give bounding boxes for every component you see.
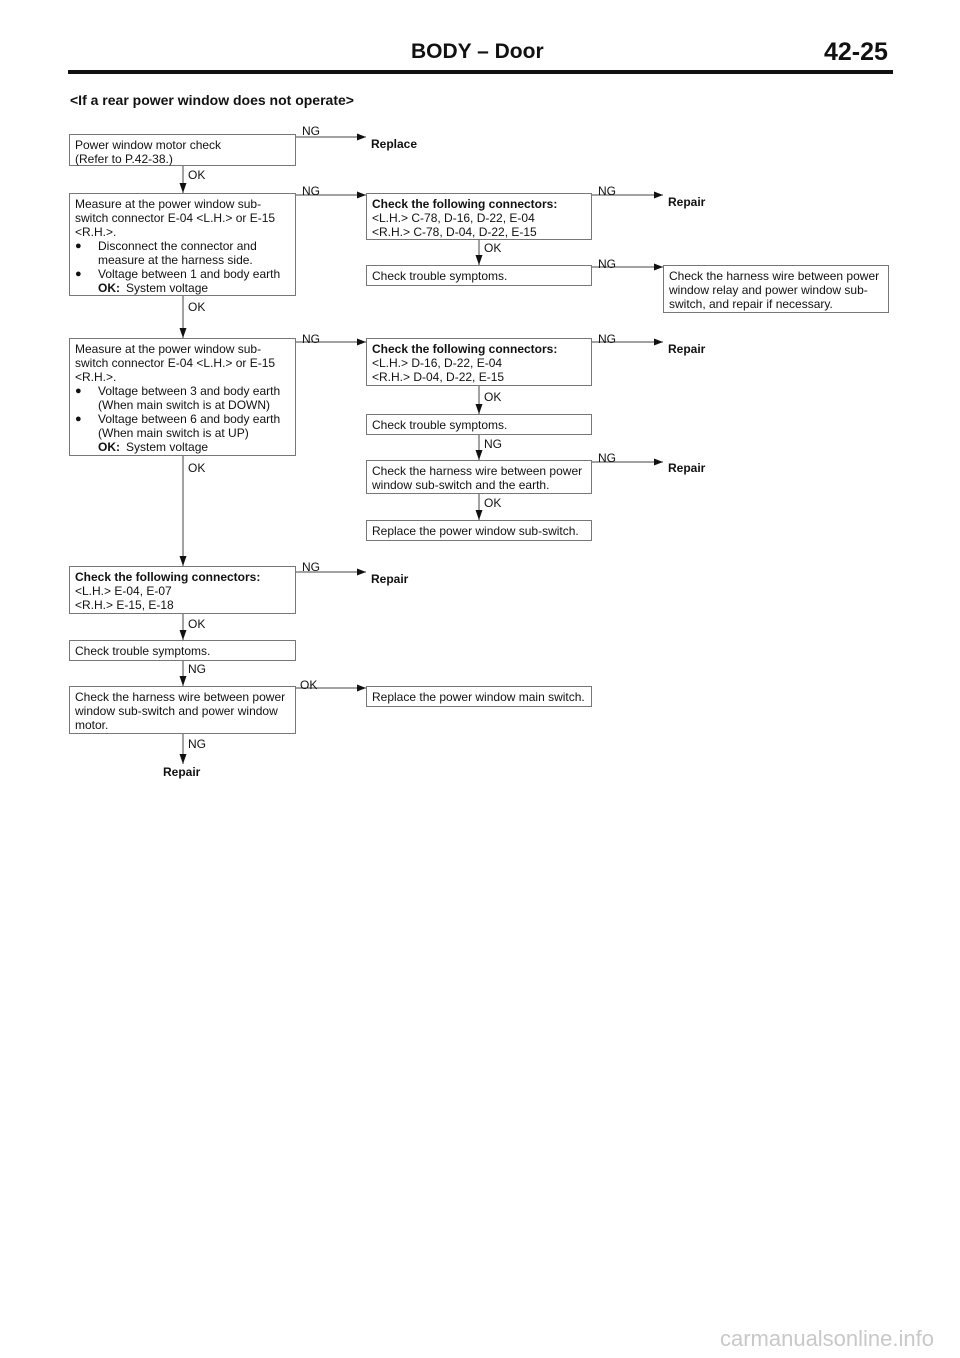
arrowhead-icon: [654, 459, 663, 466]
ng-label: NG: [302, 184, 320, 198]
connector-check-1-box: [366, 193, 592, 240]
trouble-symptoms-text: Check trouble symptoms.: [372, 269, 508, 283]
ng-label: NG: [188, 662, 206, 676]
page-title: BODY – Door: [411, 40, 544, 63]
motor-check-line-1: Power window motor check: [75, 138, 222, 152]
connector-check-title: Check the following connectors:: [372, 342, 558, 356]
connector-list-lh: <L.H.> E-04, E-07: [75, 584, 172, 598]
replace-sub-switch-text: Replace the power window sub-switch.: [372, 524, 579, 538]
arrowhead-icon: [476, 404, 483, 414]
motor-check-line-2: (Refer to P.42-38.): [75, 152, 173, 166]
ng-label: NG: [598, 332, 616, 346]
ok-label: OK: [188, 300, 206, 314]
harness-check-3-box: [69, 686, 296, 734]
measure-voltage-2-box: [69, 338, 296, 456]
arrowhead-icon: [180, 556, 187, 566]
ok-value: System voltage: [126, 440, 209, 454]
result-repair: Repair: [668, 461, 706, 475]
connector-list-lh: <L.H.> D-16, D-22, E-04: [372, 356, 503, 370]
connector-check-title: Check the following connectors:: [372, 197, 558, 211]
ng-label: NG: [484, 437, 502, 451]
ok-value: System voltage: [126, 281, 209, 295]
arrowhead-icon: [180, 754, 187, 764]
measure2-line: Measure at the power window sub-: [75, 342, 262, 356]
measure1-bullet: ● Disconnect the connector and measure at the harness side.: [75, 239, 290, 267]
site-watermark: carmanualsonline.info: [719, 1326, 934, 1351]
ok-label: OK: [484, 390, 502, 404]
ng-label: NG: [302, 560, 320, 574]
arrowhead-icon: [654, 264, 663, 271]
arrowhead-icon: [357, 192, 366, 199]
measure2-ok-criteria: [75, 440, 290, 454]
trouble-symptoms-text: Check trouble symptoms.: [75, 644, 211, 658]
ng-label: NG: [598, 184, 616, 198]
arrowhead-icon: [357, 134, 366, 141]
arrowhead-icon: [357, 685, 366, 692]
arrowhead-icon: [476, 255, 483, 265]
measure2-line: <R.H.>.: [75, 370, 117, 384]
measure2-line: switch connector E-04 <L.H.> or E-15: [75, 356, 276, 370]
arrowhead-icon: [357, 569, 366, 576]
connector-check-2-box: [366, 338, 592, 386]
ok-label: OK: [484, 241, 502, 255]
connector-list-rh: <R.H.> E-15, E-18: [75, 598, 174, 612]
replace-main-switch-text: Replace the power window main switch.: [372, 690, 585, 704]
arrowhead-icon: [180, 630, 187, 640]
arrowhead-icon: [180, 676, 187, 686]
arrowhead-icon: [357, 339, 366, 346]
arrowhead-icon: [654, 339, 663, 346]
trouble-symptoms-2-box: [366, 414, 592, 435]
ok-key: OK:: [98, 440, 120, 454]
measure1-line: switch connector E-04 <L.H.> or E-15: [75, 211, 276, 225]
harness-check-text: Check the harness wire between power window relay and power window sub-switch, and repair if necessary.: [669, 269, 880, 311]
ng-label: NG: [302, 332, 320, 346]
measure1-line: Measure at the power window sub-: [75, 197, 262, 211]
result-repair: Repair: [668, 195, 706, 209]
measure2-bullet: ● Voltage between 3 and body earth (When main switch is at DOWN): [75, 384, 290, 412]
harness-check-2-box: [366, 460, 592, 494]
measure2-bullet: ● Voltage between 6 and body earth (When main switch is at UP): [75, 412, 290, 440]
ng-label: NG: [598, 451, 616, 465]
ng-label: NG: [302, 124, 320, 138]
result-replace: Replace: [371, 137, 418, 151]
harness-check-1-box: [663, 265, 889, 313]
arrowhead-icon: [180, 328, 187, 338]
connector-list-lh: <L.H.> C-78, D-16, D-22, E-04: [372, 211, 535, 225]
harness-check-text: Check the harness wire between power window sub-switch and power window motor.: [75, 690, 286, 732]
ok-label: OK: [188, 461, 206, 475]
connector-check-title: Check the following connectors:: [75, 570, 261, 584]
connector-list-rh: <R.H.> D-04, D-22, E-15: [372, 370, 505, 384]
trouble-symptoms-1-box: [366, 265, 592, 286]
ok-key: OK:: [98, 281, 120, 295]
measure1-ok-criteria: [75, 281, 290, 295]
ng-label: NG: [188, 737, 206, 751]
replace-sub-switch-box: [366, 520, 592, 541]
connector-check-3-box: [69, 566, 296, 614]
result-repair: Repair: [371, 572, 409, 586]
section-subtitle: <If a rear power window does not operate>: [70, 92, 354, 108]
measure1-bullet: ● Voltage between 1 and body earth: [75, 267, 290, 281]
arrowhead-icon: [180, 183, 187, 193]
ok-label: OK: [300, 678, 318, 692]
measure1-line: <R.H.>.: [75, 225, 117, 239]
measure-voltage-1-box: [69, 193, 296, 296]
result-repair: Repair: [668, 342, 706, 356]
trouble-symptoms-text: Check trouble symptoms.: [372, 418, 508, 432]
page-number: 42-25: [824, 38, 888, 66]
ok-label: OK: [188, 168, 206, 182]
harness-check-text: Check the harness wire between power window sub-switch and the earth.: [372, 464, 583, 492]
ok-label: OK: [484, 496, 502, 510]
replace-main-switch-box: [366, 686, 592, 707]
ng-label: NG: [598, 257, 616, 271]
connector-list-rh: <R.H.> C-78, D-04, D-22, E-15: [372, 225, 537, 239]
result-repair: Repair: [163, 765, 201, 779]
arrowhead-icon: [476, 450, 483, 460]
trouble-symptoms-3-box: [69, 640, 296, 661]
ok-label: OK: [188, 617, 206, 631]
arrowhead-icon: [476, 510, 483, 520]
motor-check-box: [69, 134, 296, 166]
arrowhead-icon: [654, 192, 663, 199]
